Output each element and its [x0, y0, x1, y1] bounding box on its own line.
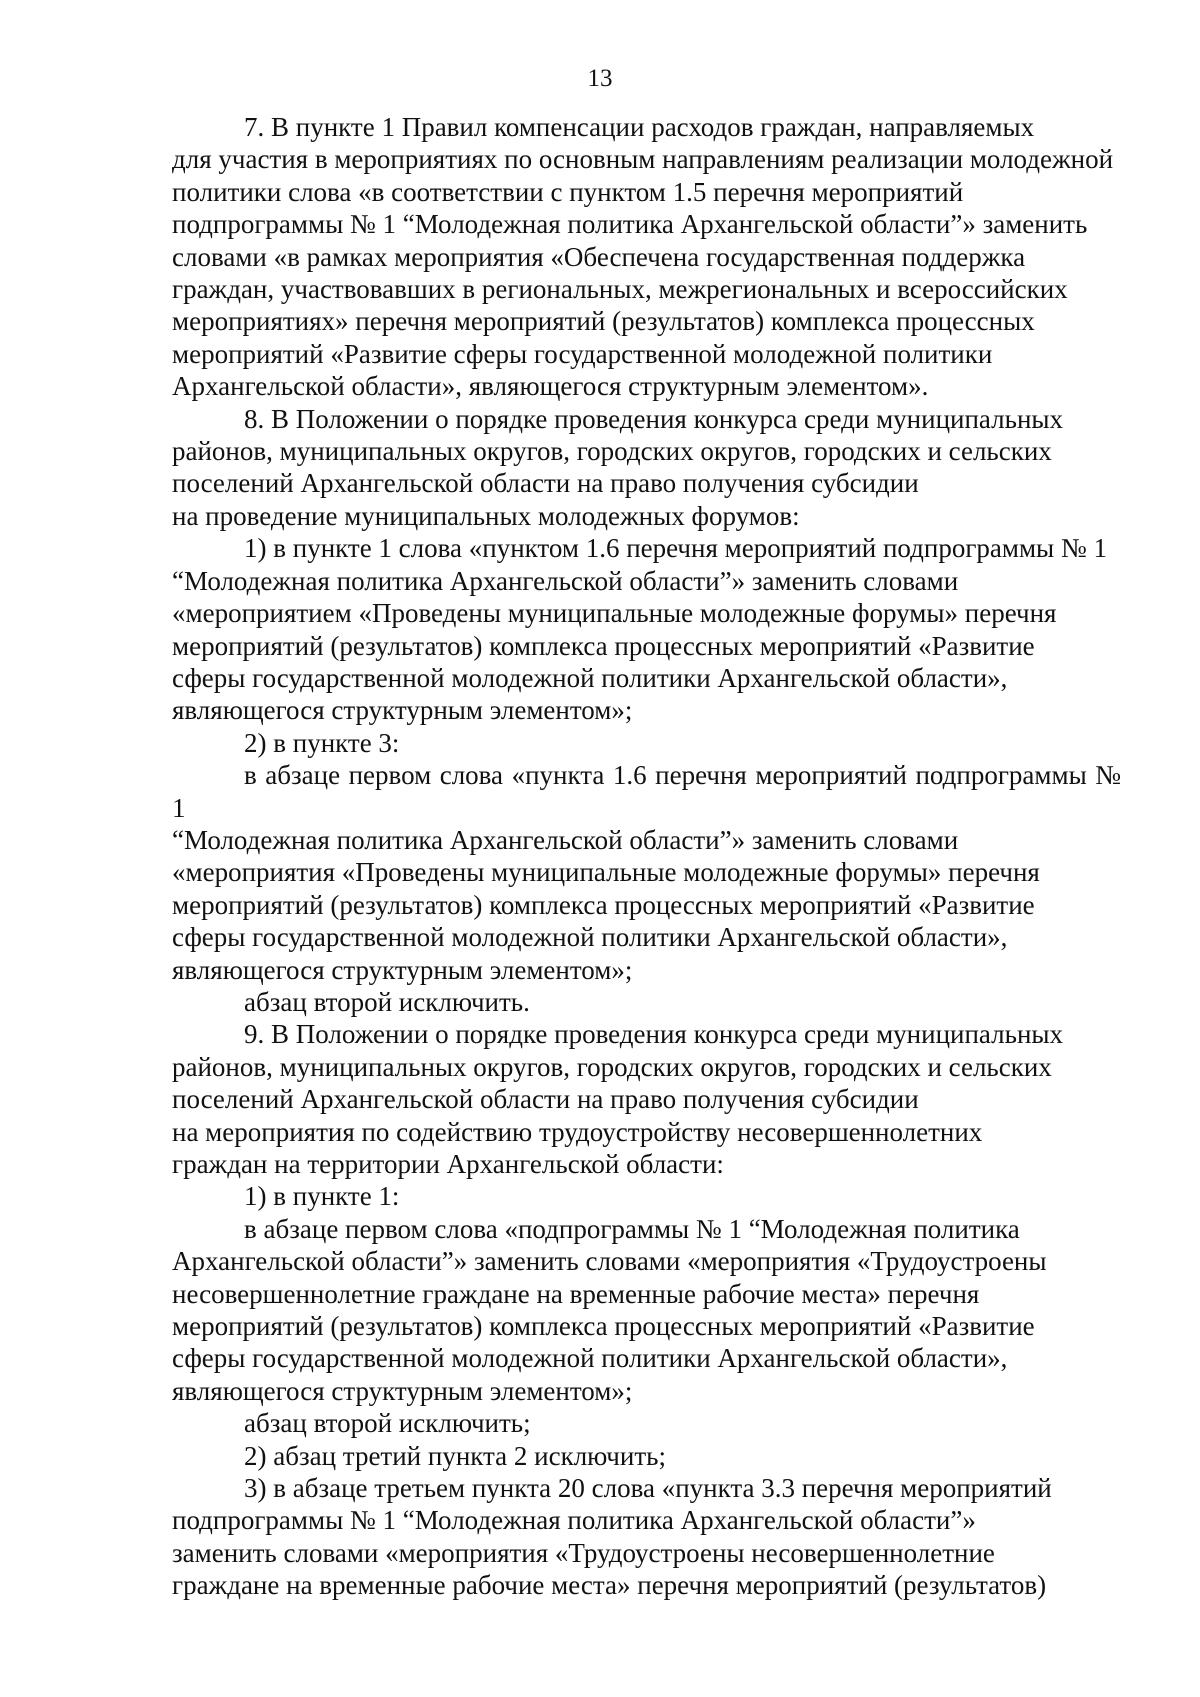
paragraph-8-subitem-2: 2) в пункте 3:	[244, 727, 400, 758]
paragraph-9-subitem-1-abzac-2: абзац второй исключить;	[244, 1408, 531, 1439]
page-number: 13	[587, 65, 613, 92]
paragraph-8: 8. В Положении о порядке проведения конкурса среди муниципальных районов, муниципальных округов, городских округов, городских и сельских поселений Архангельской области на право получения субсидии на проведение муниципальных молодежных форумов:	[172, 403, 1064, 531]
paragraph-9-subitem-1-abzac-1: в абзаце первом слова «подпрограммы № 1 “Молодежная политика Архангельской области”» заменить словами «мероприятия «Трудоустроены несовершеннолетние граждане на временные рабочие места» перечня мероприятий (результатов) комплекса процессных мероприятий «Развитие сферы государственной молодежной политики Архангельской области», являющегося структурным элементом»;	[172, 1213, 1047, 1406]
paragraph-9-subitem-3: 3) в абзаце третьем пункта 20 слова «пункта 3.3 перечня мероприятий подпрограммы № 1 “Молодежная политика Архангельской области”» заменить словами «мероприятия «Трудоустроены несовершеннолетние граждане на временные рабочие места» перечня мероприятий (результатов)	[172, 1473, 1052, 1601]
paragraph-7: 7. В пункте 1 Правил компенсации расходов граждан, направляемых для участия в мероприятиях по основным направлениям реализации молодежной политики слова «в соответствии с пунктом 1.5 перечня мероприятий подпрограммы № 1 “Молодежная политика Архангельской области”» заменить словами «в рамках мероприятия «Обеспечена государственная поддержка граждан, участвовавших в региональных, межрегиональных и всероссийских мероприятиях» перечня мероприятий (результатов) комплекса процессных мероприятий «Развитие сферы государственной молодежной политики Архангельской области», являющегося структурным элементом».	[172, 112, 1114, 402]
paragraph-8-subitem-2-abzac-2: абзац второй исключить.	[244, 986, 530, 1017]
paragraph-9: 9. В Положении о порядке проведения конкурса среди муниципальных районов, муниципальных округов, городских округов, городских и сельских поселений Архангельской области на право получения субсидии на мероприятия по содействию трудоустройству несовершеннолетних граждан на территории Архангельской области:	[172, 1019, 1064, 1179]
paragraph-9-subitem-2: 2) абзац третий пункта 2 исключить;	[244, 1440, 666, 1471]
paragraph-9-subitem-1: 1) в пункте 1:	[244, 1181, 400, 1212]
paragraph-8-subitem-2-abzac-1: в абзаце первом слова «пункта 1.6 перечня мероприятий подпрограммы № 1 “Молодежная политика Архангельской области”» заменить словами «мероприятия «Проведены муниципальные молодежные форумы» перечня мероприятий (результатов) комплекса процессных мероприятий «Развитие сферы государственной молодежной политики Архангельской области», являющегося структурным элементом»;	[172, 760, 1121, 985]
paragraph-8-subitem-1: 1) в пункте 1 слова «пунктом 1.6 перечня мероприятий подпрограммы № 1 “Молодежная политика Архангельской области”» заменить словами «мероприятием «Проведены муниципальные молодежные форумы» перечня мероприятий (результатов) комплекса процессных мероприятий «Развитие сферы государственной молодежной политики Архангельской области», являющегося структурным элементом»;	[172, 533, 1107, 726]
document-body	[172, 111, 1121, 1602]
